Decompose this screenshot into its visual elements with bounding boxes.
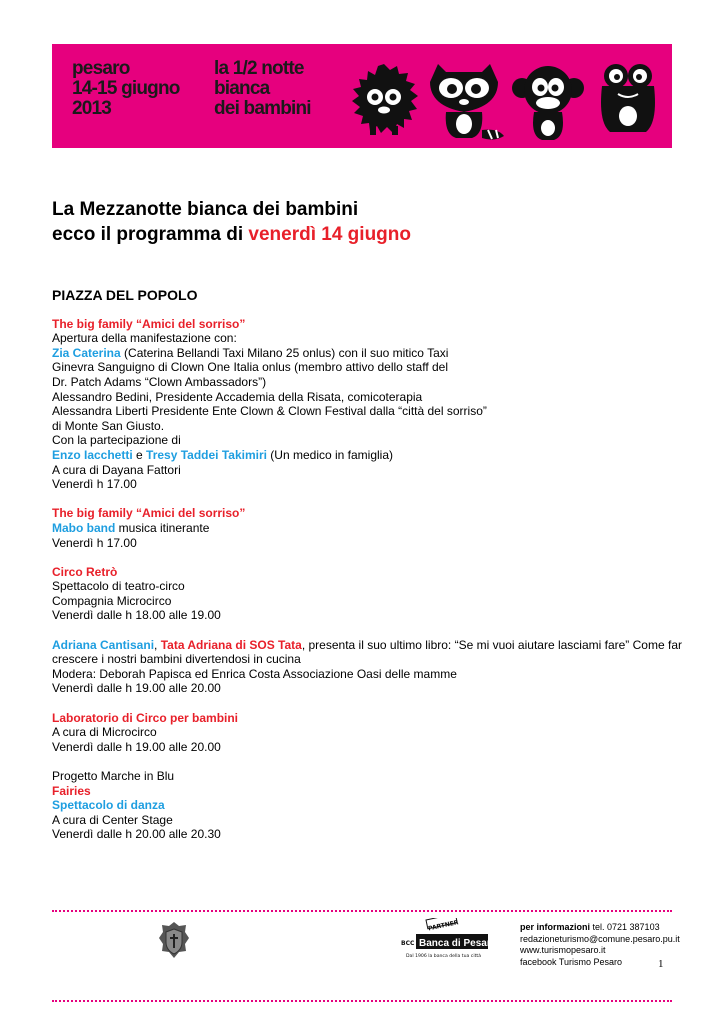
event-name-line3: dei bambini (214, 98, 311, 119)
footer-divider-bottom (52, 1000, 672, 1002)
event-name-line2: bianca (214, 78, 270, 99)
email-link[interactable]: redazioneturismo@comune.pesaro.pu.it (520, 933, 680, 944)
event-time: Venerdì dalle h 19.00 alle 20.00 (52, 681, 221, 696)
footer-divider-top (52, 910, 672, 912)
facebook-link[interactable]: facebook Turismo Pesaro (520, 956, 623, 967)
text-line: Progetto Marche in Blu (52, 769, 175, 783)
year-label: 2013 (72, 98, 112, 119)
guest-name: Enzo Iacchetti (52, 447, 133, 462)
block-heading: The big family “Amici del sorriso” (52, 506, 246, 521)
program-block-6 (52, 769, 682, 842)
bank-tagline: Dal 1906 la banca della tua città (406, 954, 482, 959)
block-heading: Circo Retrò (52, 564, 118, 579)
text-line: Con la partecipazione di (52, 433, 181, 448)
text-line: Spettacolo di teatro-circo (52, 579, 185, 594)
block-subheading: Spettacolo di danza (52, 798, 165, 813)
text-span: e (132, 447, 147, 462)
title-line2-prefix: ecco il programma di (52, 224, 249, 245)
page-title (52, 197, 411, 247)
phone-number: tel. 0721 387103 (590, 922, 660, 932)
contact-info (520, 922, 680, 968)
header-banner (52, 44, 672, 148)
bank-prefix: BCC (401, 940, 415, 947)
event-name-line1: la 1/2 notte (214, 58, 304, 79)
page-number: 1 (658, 958, 664, 970)
text-line: A cura di Microcirco (52, 725, 157, 740)
title-line2 (52, 222, 411, 247)
block-heading: Fairies (52, 783, 91, 798)
city-seal-icon (157, 920, 191, 960)
partner-logo (400, 918, 490, 965)
text-span: (Un medico in famiglia) (266, 447, 394, 462)
section-heading: PIAZZA DEL POPOLO (52, 287, 198, 303)
city-label: pesaro (72, 58, 130, 79)
program-block-4 (52, 638, 682, 696)
phone-line (520, 922, 680, 934)
text-line: Dr. Patch Adams “Clown Ambassadors”) (52, 374, 267, 389)
monkey-icon (512, 66, 584, 140)
bank-name: Banca di Pesaro (419, 938, 490, 949)
block-heading: The big family “Amici del sorriso” (52, 316, 246, 331)
event-time: Venerdì h 17.00 (52, 477, 137, 492)
event-time: Venerdì dalle h 18.00 alle 19.00 (52, 608, 221, 623)
text-line: A cura di Center Stage (52, 812, 173, 827)
guest-name: Zia Caterina (52, 345, 121, 360)
dates-label: 14-15 giugno (72, 78, 180, 99)
text-line (52, 521, 682, 536)
text-span: , presenta il suo ultimo libro: “Se mi vuoi aiutare lasciami fare” Come far crescere i nostri bambini divertendosi in cucina (52, 637, 682, 667)
frog-icon (601, 64, 655, 132)
info-label: per informazioni (520, 922, 591, 932)
title-date-highlight: venerdì 14 giugno (248, 224, 411, 245)
event-time: Venerdì dalle h 20.00 alle 20.30 (52, 827, 221, 842)
text-line: Compagnia Microcirco (52, 593, 172, 608)
program-block-5 (52, 711, 682, 755)
event-time: Venerdì dalle h 19.00 alle 20.00 (52, 739, 221, 754)
program-content (52, 288, 682, 857)
text-line: Alessandra Liberti Presidente Ente Clown & Clown Festival dalla “città del sorriso” (52, 404, 487, 419)
website-link[interactable]: www.turismopesaro.it (520, 945, 606, 955)
partner-tag: PARTNER (427, 919, 460, 933)
mascots-illustration (352, 54, 667, 144)
text-line (52, 448, 682, 463)
text-line: di Monte San Giusto. (52, 418, 165, 433)
bank-logo-icon (400, 918, 490, 960)
text-span: (Caterina Bellandi Taxi Milano 25 onlus) con il suo mitico Taxi (120, 345, 449, 360)
program-block-1 (52, 317, 682, 492)
event-date-block (72, 59, 180, 119)
text-span: , (154, 637, 161, 652)
block-heading: Laboratorio di Circo per bambini (52, 710, 239, 725)
text-paragraph (52, 638, 682, 667)
guest-name: Adriana Cantisani (52, 637, 155, 652)
text-line: Modera: Deborah Papisca ed Enrica Costa Associazione Oasi delle mamme (52, 666, 457, 681)
text-line: Apertura della manifestazione con: (52, 331, 237, 346)
text-span: musica itinerante (115, 520, 210, 535)
text-line: A cura di Dayana Fattori (52, 462, 181, 477)
guest-name: Tresy Taddei Takimiri (146, 447, 267, 462)
event-name-block (214, 59, 311, 119)
event-time: Venerdì h 17.00 (52, 535, 137, 550)
guest-name: Tata Adriana di SOS Tata (160, 637, 302, 652)
text-line (52, 346, 682, 361)
title-line1: La Mezzanotte bianca dei bambini (52, 199, 359, 220)
text-line: Alessandro Bedini, Presidente Accademia della Risata, comicoterapia (52, 389, 423, 404)
text-line: Ginevra Sanguigno di Clown One Italia onlus (membro attivo dello staff del (52, 360, 448, 375)
program-block-2 (52, 506, 682, 550)
hedgehog-icon (352, 64, 418, 135)
guest-name: Mabo band (52, 520, 116, 535)
raccoon-icon (430, 64, 504, 140)
program-block-3 (52, 565, 682, 623)
